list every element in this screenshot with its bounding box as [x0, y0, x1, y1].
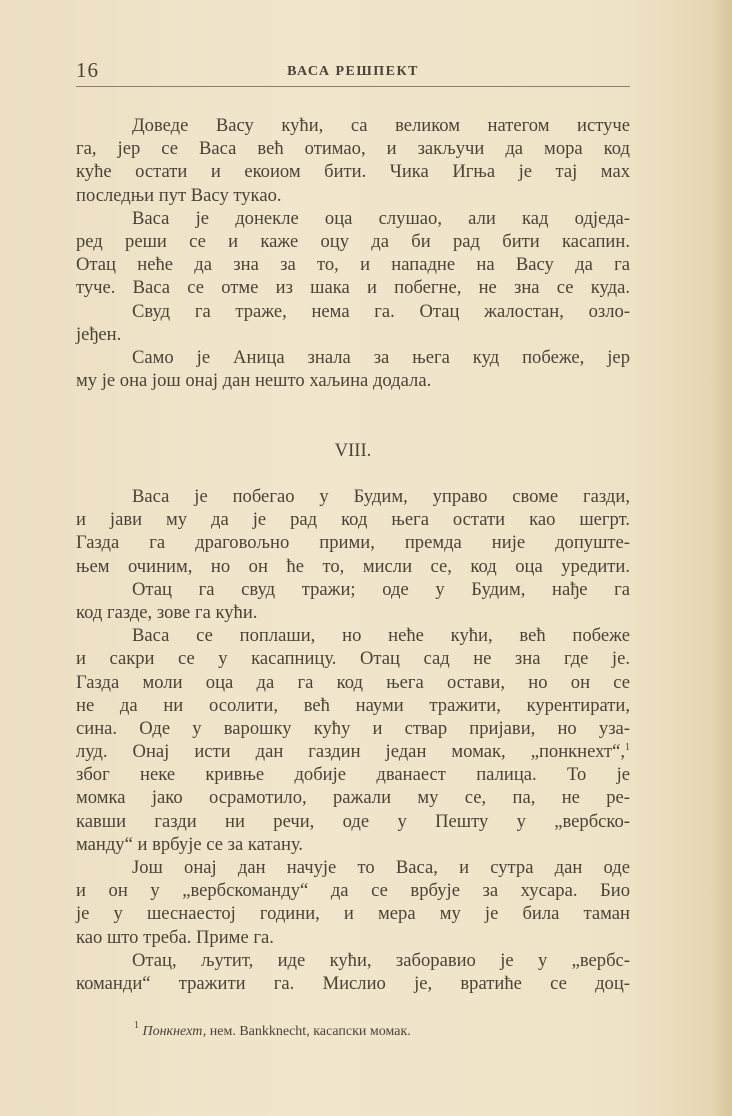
text-line-content: Васа је побегао у Будим, управо своме газди,	[132, 486, 630, 507]
text-line	[76, 740, 630, 763]
text-line	[76, 833, 630, 856]
text-line	[76, 160, 630, 183]
text-line-content: команди“ тражити га. Мислио је, вратиће се доц-	[76, 972, 630, 994]
text-line	[76, 346, 630, 369]
text-line-content: као што треба. Приме га.	[76, 926, 274, 948]
page-number: 16	[76, 58, 99, 82]
text-line	[76, 786, 630, 809]
text-line-content: сина. Оде у варошку кућу и ствар пријави, но уза-	[76, 717, 630, 739]
text-line	[76, 810, 630, 833]
text-line-content: је у шеснаестој години, и мера му је била таман	[76, 903, 630, 925]
text-line-content: куће остати и екоиом бити. Чика Игња је тај мах	[76, 161, 630, 183]
text-line-content: Газда га драговољно прими, премда није допуште-	[76, 532, 630, 554]
text-line	[76, 253, 630, 276]
text-line-content: њем очиним, но он ће то, мисли се, код оца уредити.	[76, 555, 630, 577]
body-text	[76, 114, 630, 995]
text-line-content: и јави му да је рад код њега остати као шегрт.	[76, 509, 630, 531]
text-line-content: Васа се поплаши, но неће кући, већ побеже	[132, 625, 630, 647]
text-line	[76, 369, 630, 392]
text-line-content: Само је Аница знала за њега куд побеже, јер	[132, 346, 630, 368]
text-line	[76, 531, 630, 554]
text-line-content: Газда моли оца да га код њега остави, но он се	[76, 671, 630, 693]
text-line	[76, 902, 630, 925]
text-line	[76, 601, 630, 624]
text-line-content: туче. Васа се отме из шака и побегне, не зна се куда.	[76, 277, 630, 299]
text-line-content: кавши газди ни речи, оде у Пешту у „вербско-	[76, 810, 630, 832]
text-line	[76, 114, 630, 137]
footnote-text: нем. Bankknecht, касапски момак.	[206, 1024, 411, 1039]
text-line	[76, 578, 630, 601]
text-line-content: га, јер се Васа већ отимао, и закључи да мора код	[76, 138, 630, 160]
text-line	[76, 647, 630, 670]
blank-line	[76, 415, 630, 438]
running-title: ВАСА РЕШПЕКТ	[287, 64, 419, 79]
text-line	[76, 184, 630, 207]
text-line-content: и он у „вербскоманду“ да се врбује за хусара. Био	[76, 880, 630, 902]
text-line	[76, 323, 630, 346]
text-line-content: Отац, љутит, иде кући, заборавио је у „вербс-	[132, 949, 630, 971]
text-line-content: јеђен.	[76, 323, 122, 345]
text-line-content: код газде, зове га кући.	[76, 601, 258, 623]
text-line	[76, 694, 630, 717]
text-line-content: Доведе Васу кући, са великом натегом истуче	[132, 115, 630, 136]
text-line-content: манду“ и врбује се за катану.	[76, 833, 304, 855]
blank-line	[76, 392, 630, 415]
text-line	[76, 555, 630, 578]
text-line	[76, 137, 630, 160]
text-line-content: због неке кривње добије дванаест палица. То је	[76, 764, 630, 786]
text-line	[76, 671, 630, 694]
text-line-content: луд. Онај исти дан газдин један момак, „понкнехт“,	[76, 741, 625, 763]
text-line	[76, 879, 630, 902]
text-line-content: ред реши се и каже оцу да би рад бити касапин.	[76, 230, 630, 252]
page-header	[76, 58, 630, 87]
chapter-heading: VIII.	[334, 439, 372, 461]
text-line	[76, 276, 630, 299]
text-line-content: последњи пут Васу тукао.	[76, 184, 282, 206]
text-line-content: му је она још онај дан нешто хаљина додала.	[76, 370, 432, 392]
text-line	[76, 624, 630, 647]
text-line	[76, 508, 630, 531]
text-line	[76, 300, 630, 323]
text-line-content: Отац неће да зна за то, и нападне на Васу да га	[76, 254, 630, 276]
text-line-content: Још онај дан начује то Васа, и сутра дан оде	[132, 857, 630, 878]
text-line	[76, 717, 630, 740]
text-line-content: Свуд га траже, нема га. Отац жалостан, озло-	[132, 300, 630, 322]
footnote-reference: 1	[625, 742, 630, 754]
blank-line	[76, 462, 630, 485]
footnote-term: Понкнехт,	[142, 1024, 207, 1039]
text-line	[76, 763, 630, 786]
footnote	[134, 1020, 411, 1040]
text-line-content: момка јако осрамотило, ражали му се, па, не ре-	[76, 787, 630, 809]
text-line	[76, 207, 630, 230]
text-line	[76, 972, 630, 995]
footnote-mark: 1	[134, 1020, 139, 1031]
text-line-content: Отац га свуд тражи; оде у Будим, нађе га	[132, 578, 630, 600]
text-line-content: и сакри се у касапницу. Отац сад не зна где је.	[76, 648, 630, 670]
text-line	[76, 926, 630, 949]
text-line-content: не да ни осолити, већ науми тражити, курентирати,	[76, 694, 630, 716]
text-line	[76, 485, 630, 508]
text-line	[76, 230, 630, 253]
text-line	[76, 949, 630, 972]
text-line	[76, 856, 630, 879]
text-line-content: Васа је донекле оца слушао, али кад одједа-	[132, 207, 630, 229]
